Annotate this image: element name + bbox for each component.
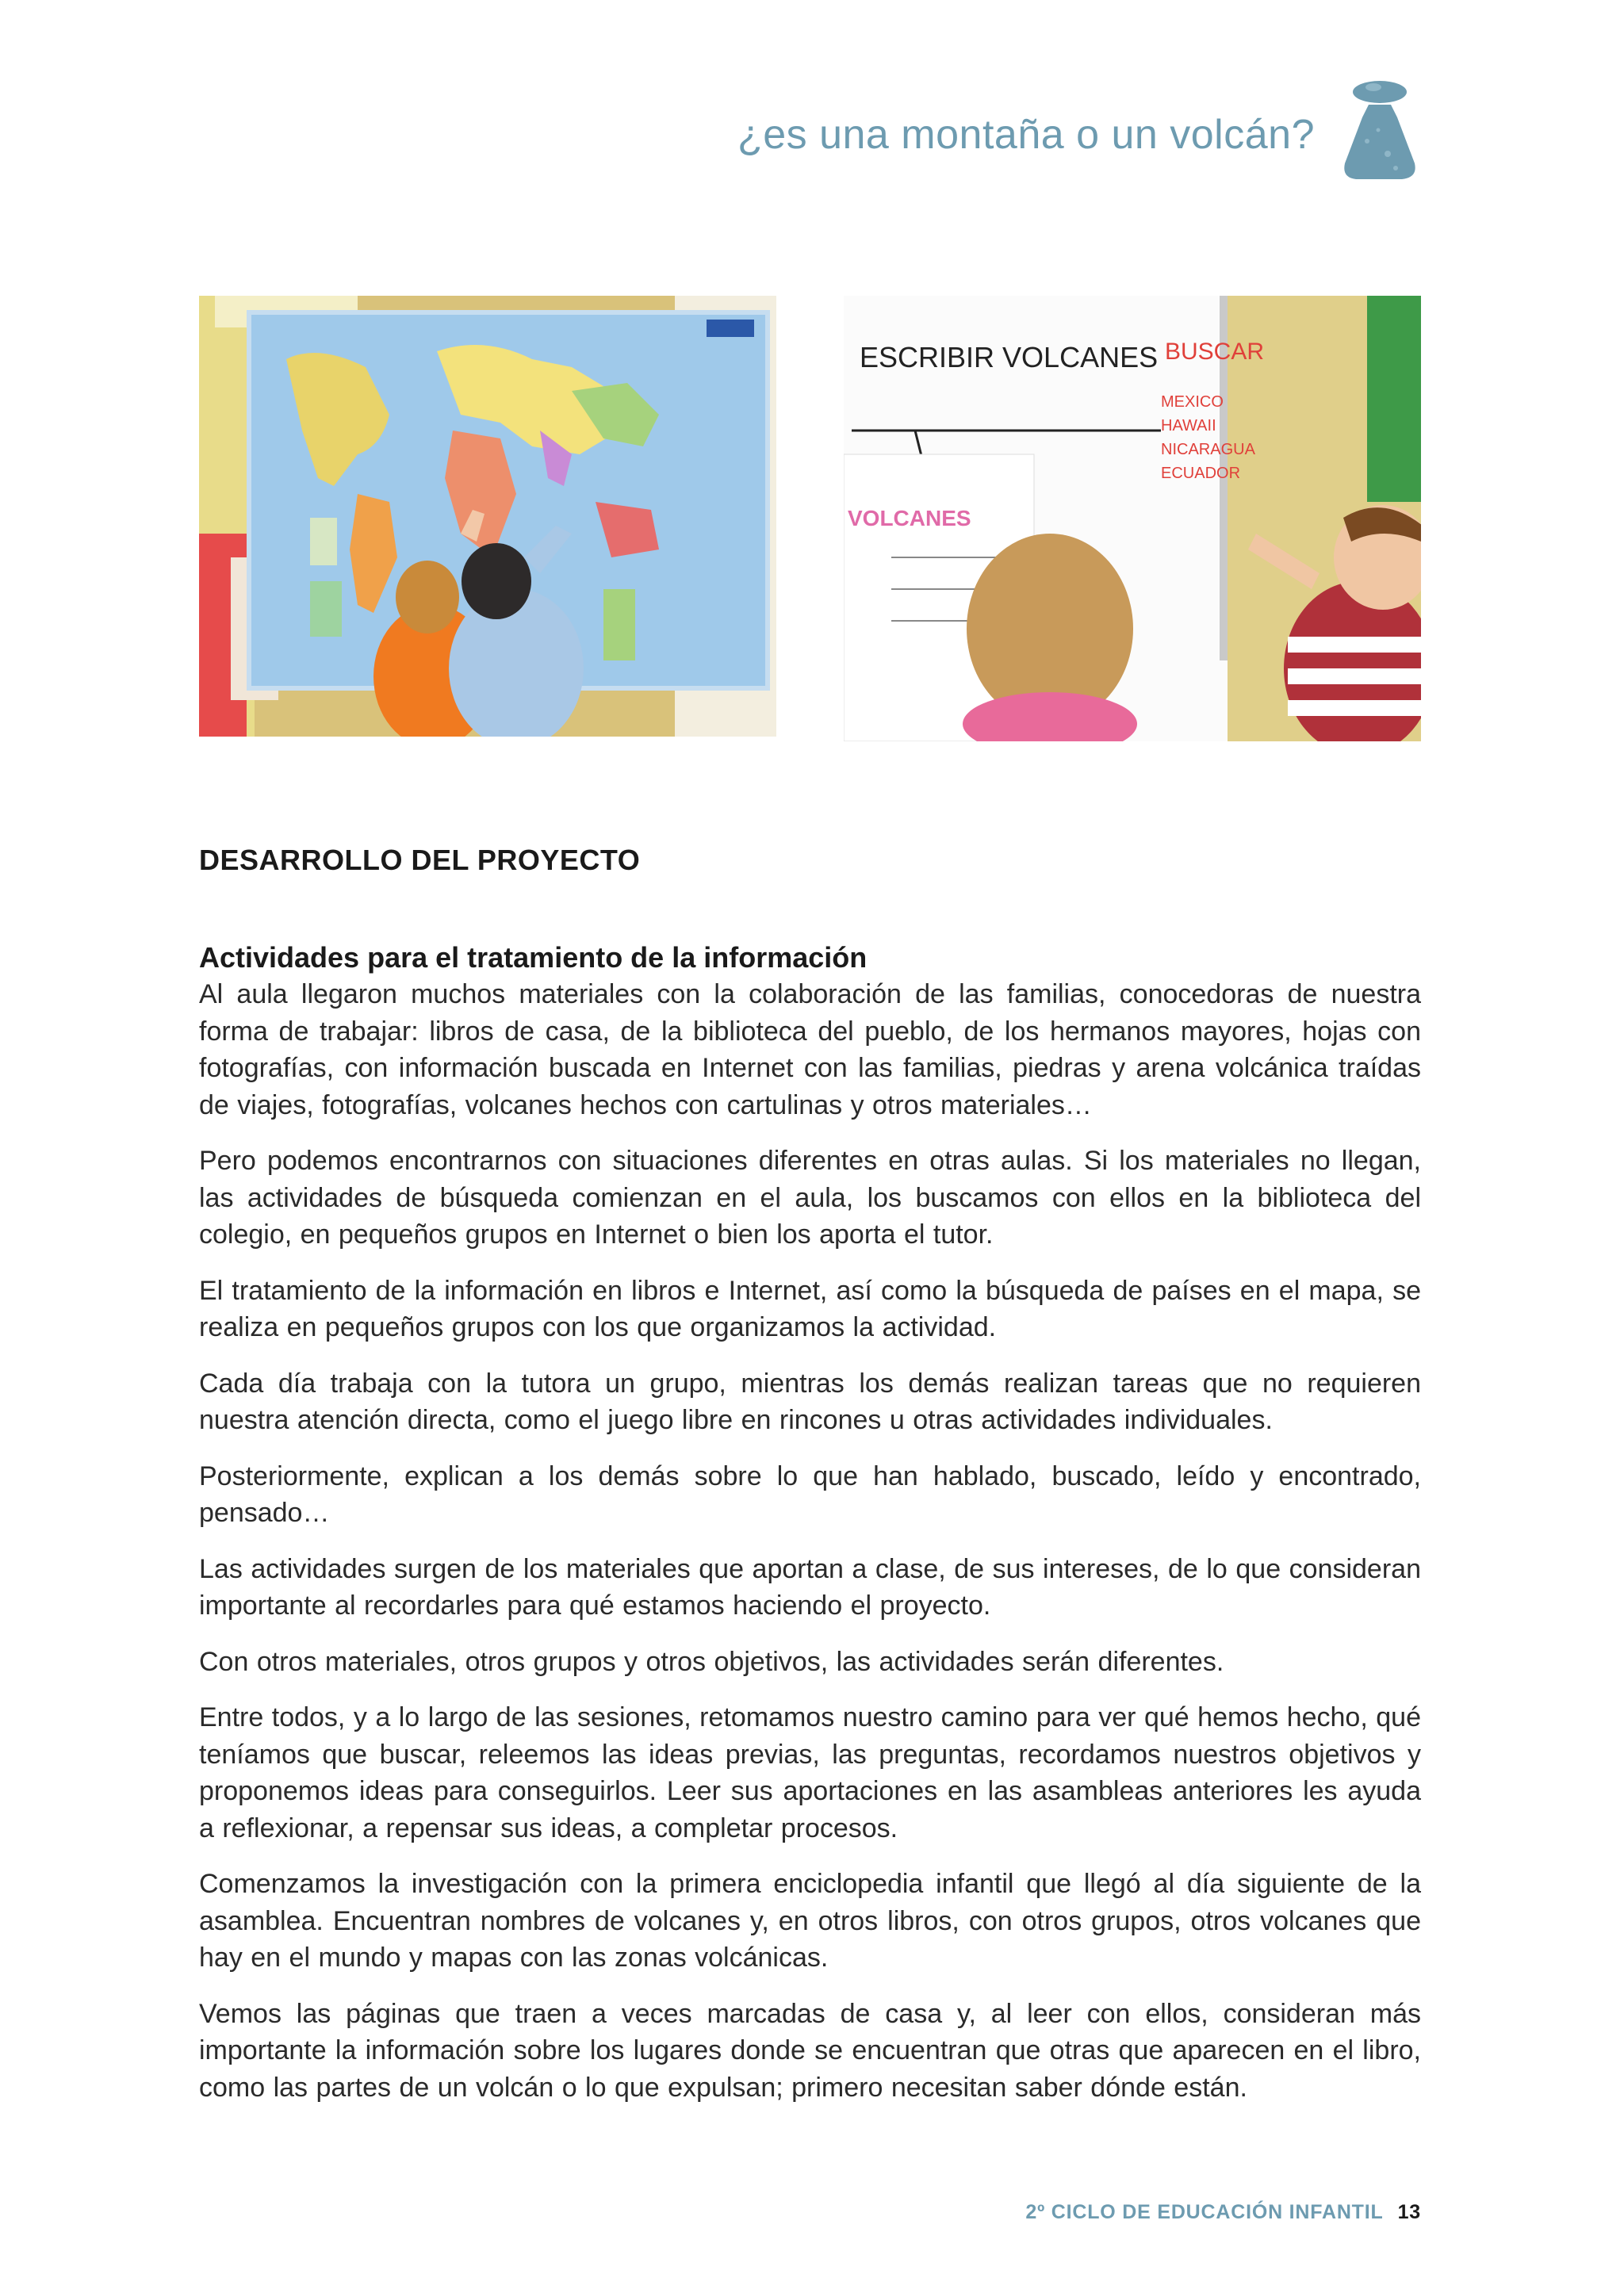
board-text-buscar: BUSCAR (1165, 339, 1265, 365)
paragraph-3: El tratamiento de la información en libros e Internet, así como la búsqueda de países en el mapa, se realiza en pequeños grupos con los que organizamos la actividad. (199, 1275, 1421, 1342)
paragraph-2: Pero podemos encontrarnos con situaciones diferentes en otras aulas. Si los materiales no llegan, las actividades de búsqueda comienzan en el aula, los buscamos con ellos en la biblioteca del colegio, en pequeños grupos en Internet o bien los aporta el tutor. (199, 1146, 1421, 1250)
paragraph-10: Vemos las páginas que traen a veces marcadas de casa y, al leer con ellos, consideran más importante la información sobre los lugares donde se encuentran que otras que aparecen en el libro, como las partes de un volcán o lo que expulsan; primero necesitan saber dónde están. (199, 1998, 1421, 2103)
board-text-place-2: HAWAII (1161, 417, 1216, 434)
board-text-escribir: ESCRIBIR VOLCANES (860, 341, 1159, 373)
footer-label: 2º CICLO DE EDUCACIÓN INFANTIL (1025, 2201, 1384, 2223)
page-number: 13 (1397, 2201, 1421, 2223)
photo-children-world-map (199, 296, 776, 737)
paragraph-5: Posteriormente, explican a los demás sobre lo que han hablado, buscado, leído y encontrado, pensado… (199, 1460, 1421, 1528)
paragraph-6: Las actividades surgen de los materiales que aportan a clase, de sus intereses, de lo que consideran importante al recordarles para qué estamos haciendo el proyecto. (199, 1553, 1421, 1621)
volcano-icon (1339, 78, 1421, 182)
section-heading: DESARROLLO DEL PROYECTO (199, 844, 641, 876)
paragraph-7: Con otros materiales, otros grupos y otros objetivos, las actividades serán diferentes. (199, 1646, 1224, 1677)
page-header-title: ¿es una montaña o un volcán? (737, 112, 1315, 158)
poster-text-volcanes: VOLCANES (848, 506, 971, 530)
paragraph-9: Comenzamos la investigación con la primera enciclopedia infantil que llegó al día siguiente de la asamblea. Encuentran nombres de volcanes y, en otros libros, con otros grupos, otros volcanes que hay en el mundo y mapas con las zonas volcánicas. (199, 1869, 1421, 1973)
board-text-place-1: MEXICO (1161, 393, 1224, 411)
photo-children-whiteboard (844, 296, 1421, 741)
board-text-place-4: ECUADOR (1161, 465, 1241, 482)
subsection-heading: Actividades para el tratamiento de la información (199, 941, 868, 974)
board-text-place-3: NICARAGUA (1161, 441, 1255, 458)
page-footer (1025, 2201, 1421, 2224)
paragraph-4: Cada día trabaja con la tutora un grupo, mientras los demás realizan tareas que no requieren nuestra atención directa, como el juego libre en rincones u otras actividades individuales. (199, 1368, 1421, 1435)
paragraph-8: Entre todos, y a lo largo de las sesiones, retomamos nuestro camino para ver qué hemos hecho, qué teníamos que buscar, releemos las ideas previas, las preguntas, recordamos nuestros objetivos y proponemos ideas para conseguirlos. Leer sus aportaciones en las asambleas anteriores les ayuda a reflexionar, a repensar sus ideas, a completar procesos. (199, 1702, 1421, 1843)
paragraph-1: Al aula llegaron muchos materiales con la colaboración de las familias, conocedoras de nuestra forma de trabajar: libros de casa, de la biblioteca del pueblo, de los hermanos mayores, hojas con fotografías, con información buscada en Internet con las familias, piedras y arena volcánica traídas de viajes, fotografías, volcanes hechos con cartulinas y otros materiales… (199, 979, 1421, 1120)
content-body (199, 940, 1421, 2125)
